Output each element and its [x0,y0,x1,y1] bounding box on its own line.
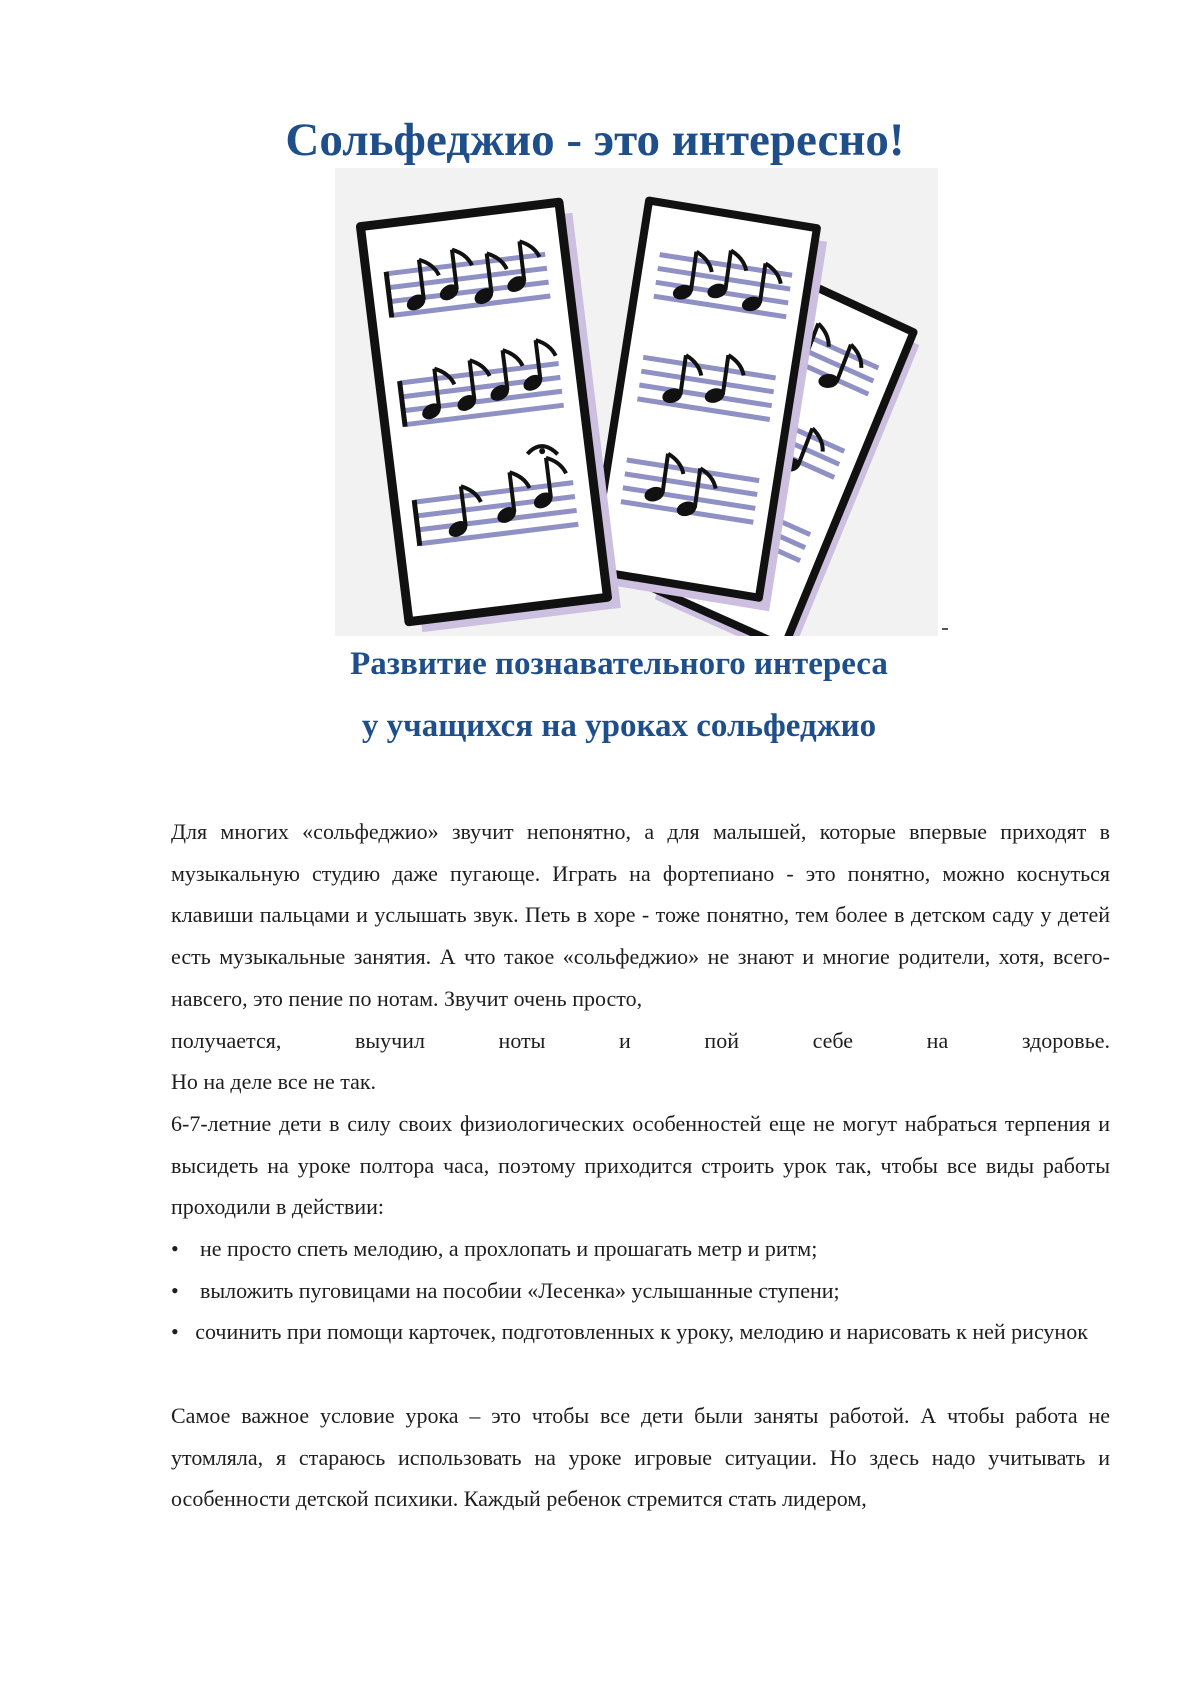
paragraph-intro-line: получается, выучил ноты и пой себе на здоровье. [171,1027,1110,1053]
list-item-text: не просто спеть мелодию, а прохлопать и прошагать метр и ритм; [200,1236,818,1262]
page-title: Сольфеджио - это интересно! [285,114,905,166]
bullet-icon: • [171,1277,179,1303]
paragraph-gap [171,1353,1110,1395]
paragraph-conditions: Самое важное условие урока – это чтобы все дети были заняты работой. А чтобы работа не утомляла, я стараюсь использовать на уроке игровые ситуации. Но здесь надо учитывать и особенности детской психики. Каждый ребенок стремится стать лидером, [171,1402,1110,1512]
bullet-icon: • [171,1236,179,1262]
article-body [171,811,1110,1520]
list-item-text: сочинить при помощи карточек, подготовленных к уроку, мелодию и нарисовать к ней рисунок [195,1319,1088,1345]
list-item-text: выложить пуговицами на пособии «Лесенка» услышанные ступени; [200,1277,840,1303]
paragraph-age: 6-7-летние дети в силу своих физиологических особенностей еще не могут набраться терпения и высидеть на уроке полтора часа, поэтому приходится строить урок так, чтобы все виды работы проходили в действии: [171,1110,1110,1220]
list-item [171,1270,1110,1312]
sheet-music-pages-icon [335,168,938,636]
list-item [171,1311,1110,1353]
sheet-page-front [360,201,620,634]
sheet-music-illustration [335,168,938,636]
subtitle-line-2: у учащихся на уроках сольфеджио [361,708,877,744]
stray-mark [942,628,948,630]
list-item [171,1228,1110,1270]
paragraph-intro: Для многих «сольфеджио» звучит непонятно, а для малышей, которые впервые приходят в музыкальную студию даже пугающе. Играть на фортепиано - это понятно, можно коснуться клавиши пальцами и услышать звук. Петь в хоре - тоже понятно, тем более в детском саду у детей есть музыкальные занятия. А что такое «сольфеджио» не знают и многие родители, хотя, всего-навсего, это пение по нотам. Звучит очень просто, [171,819,1110,1011]
subtitle-line-1: Развитие познавательного интереса [350,646,888,682]
paragraph-intro-end: Но на деле все не так. [171,1069,377,1095]
bullet-icon: • [171,1319,179,1345]
